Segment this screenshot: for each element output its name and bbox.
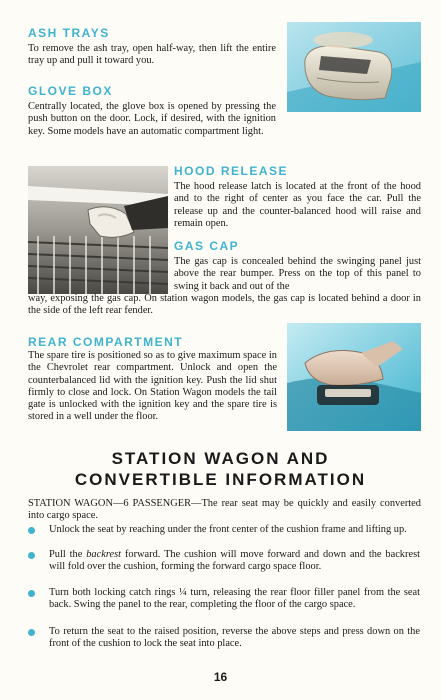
section-title-line1: STATION WAGON AND	[111, 449, 330, 468]
bullet-icon	[28, 527, 35, 534]
gas-cap-text-full: way, exposing the gas cap. On station wagon models, the gas cap is located behind a door in the side of the left rear fender.	[28, 293, 421, 317]
rear-compartment-text: The spare tire is positioned so as to give maximum space in the Chevrolet rear compartment. Unlock and open the counterbalanced lid with the ignition key. Push the lid shut firmly to close and lock. On Station Wagon models the tail gate is unlocked with the ignition key and the spare tire is stored in a well under the floor.	[28, 350, 277, 423]
ash-trays-heading: ASH TRAYS	[28, 26, 110, 40]
hood-release-photo	[28, 166, 168, 294]
bullet-icon	[28, 629, 35, 636]
list-item-text: To return the seat to the raised position, reverse the above steps and press down on the front of the cushion to lock the seat into place.	[49, 626, 420, 650]
rear-compartment-photo	[287, 323, 421, 431]
ash-tray-photo	[287, 22, 421, 112]
list-item-text: Unlock the seat by reaching under the front center of the cushion frame and lifting up.	[49, 524, 407, 535]
page-number: 16	[213, 670, 228, 684]
list-item-text: Pull the backrest forward. The cushion will move forward and down and the backrest will fold over the cushion, forming the forward cargo space floor.	[49, 549, 421, 573]
gas-cap-heading: GAS CAP	[174, 239, 240, 253]
bullet-icon	[28, 552, 35, 559]
station-wagon-intro: STATION WAGON—6 PASSENGER—The rear seat may be quickly and easily converted into cargo space.	[28, 498, 421, 522]
glove-box-heading: GLOVE BOX	[28, 84, 113, 98]
bullet-icon	[28, 590, 35, 597]
section-title-line2: CONVERTIBLE INFORMATION	[74, 470, 367, 489]
list-item-text: Turn both locking catch rings ¼ turn, releasing the rear floor filler panel from the seat back. Swing the panel to the rear, completing the floor of the cargo space.	[49, 587, 420, 611]
glove-box-text: Centrally located, the glove box is opened by pressing the push button on the door. Lock, if desired, with the ignition key. Some models have an automatic compartment light.	[28, 101, 276, 137]
rear-compartment-heading: REAR COMPARTMENT	[28, 335, 184, 349]
gas-cap-text-right: The gas cap is concealed behind the swinging panel just above the rear bumper. Press on the top of this panel to swing it back and out of the	[174, 256, 421, 292]
hood-release-heading: HOOD RELEASE	[174, 164, 289, 178]
hood-release-text: The hood release latch is located at the front of the hood and to the right of center as you face the car. Pull the release up and the counter-balanced hood will raise and remain open.	[174, 181, 421, 229]
ash-trays-text: To remove the ash tray, open half-way, then lift the entire tray up and pull it toward you.	[28, 43, 276, 67]
